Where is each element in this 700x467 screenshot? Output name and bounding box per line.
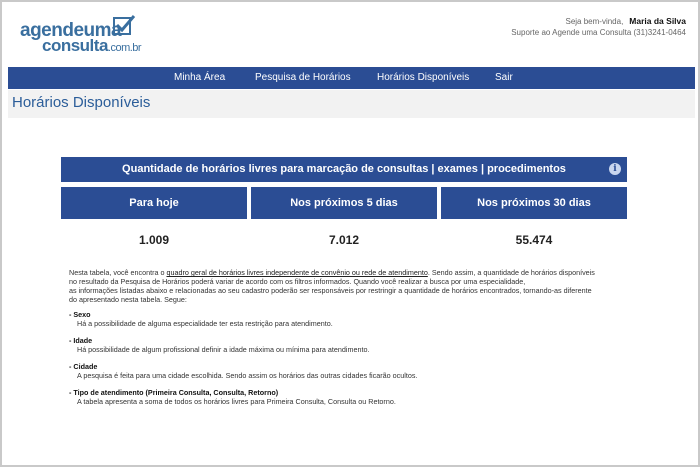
description-highlight: quadro geral de horários livres independente de convênio ou rede de atendimento xyxy=(166,268,428,277)
filter-item-idade xyxy=(69,336,649,354)
table-header-text: Quantidade de horários livres para marcação de consultas | exames | procedimentos xyxy=(122,163,566,175)
main-nav xyxy=(8,67,695,89)
greeting-text: Seja bem-vinda, xyxy=(565,17,624,26)
filter-item-cidade xyxy=(69,362,649,380)
description-line-4: do apresentado nesta tabela. Segue: xyxy=(69,295,187,304)
filter-title: - Cidade xyxy=(69,362,98,371)
filter-description: Há possibilidade de algum profissional definir a idade máxima ou mínima para atendimento. xyxy=(77,345,370,354)
value-30-days: 55.474 xyxy=(515,233,553,247)
site-logo[interactable] xyxy=(20,12,160,56)
filter-description: A pesquisa é feita para uma cidade escolhida. Sendo assim os horários das outras cidades ficarão ocultos. xyxy=(77,371,418,380)
value-today: 1.009 xyxy=(138,233,170,247)
description-text xyxy=(69,268,649,304)
title-bar xyxy=(8,90,695,118)
checkbox-check-icon xyxy=(112,14,136,36)
logo-text-bottom: consulta.com.br xyxy=(42,36,142,55)
filter-title: - Sexo xyxy=(69,310,91,319)
filter-item-sexo xyxy=(69,310,649,328)
user-name: Maria da Silva xyxy=(629,16,686,26)
info-icon[interactable]: i xyxy=(609,163,621,175)
nav-horarios-disponiveis[interactable]: Horários Disponíveis xyxy=(377,72,470,83)
welcome-block xyxy=(511,16,686,38)
filter-list xyxy=(69,310,649,414)
filter-title: - Tipo de atendimento (Primeira Consulta, Consulta, Retorno) xyxy=(69,388,279,397)
column-header-5-days: Nos próximos 5 dias xyxy=(251,187,437,219)
table-header xyxy=(61,157,627,182)
nav-sair[interactable]: Sair xyxy=(495,72,513,83)
support-phone: Suporte ao Agende uma Consulta (31)3241-0464 xyxy=(511,28,686,37)
column-header-30-days: Nos próximos 30 dias xyxy=(441,187,627,219)
page-title: Horários Disponíveis xyxy=(12,94,151,111)
filter-title: - Idade xyxy=(69,336,93,345)
filter-description: A tabela apresenta a soma de todos os horários livres para Primeira Consulta, Consulta ou Retorno. xyxy=(77,397,396,406)
filter-description: Há a possibilidade de alguma especialidade ter esta restrição para atendimento. xyxy=(77,319,333,328)
description-line-3: as informações listadas abaixo e relacionadas ao seu cadastro poderão ser responsáveis por restringir a quantidade de horários encontrados, tornando-as diferente xyxy=(69,286,592,295)
column-header-today: Para hoje xyxy=(61,187,247,219)
nav-minha-area[interactable]: Minha Área xyxy=(174,72,226,83)
filter-item-tipo-atendimento xyxy=(69,388,649,406)
logo-text-top: agendeuma xyxy=(20,20,122,41)
description-line-2: no resultado da Pesquisa de Horários poderá variar de acordo com os filtros informados. Quando você realizar a busca por uma especialidade, xyxy=(69,277,526,286)
description-line-1: Nesta tabela, você encontra o quadro geral de horários livres independente de convênio ou rede de atendimento. Sendo assim, a quantidade de horários disponíveis xyxy=(69,268,595,277)
nav-pesquisa-horarios[interactable]: Pesquisa de Horários xyxy=(255,72,351,83)
value-5-days: 7.012 xyxy=(328,233,360,247)
